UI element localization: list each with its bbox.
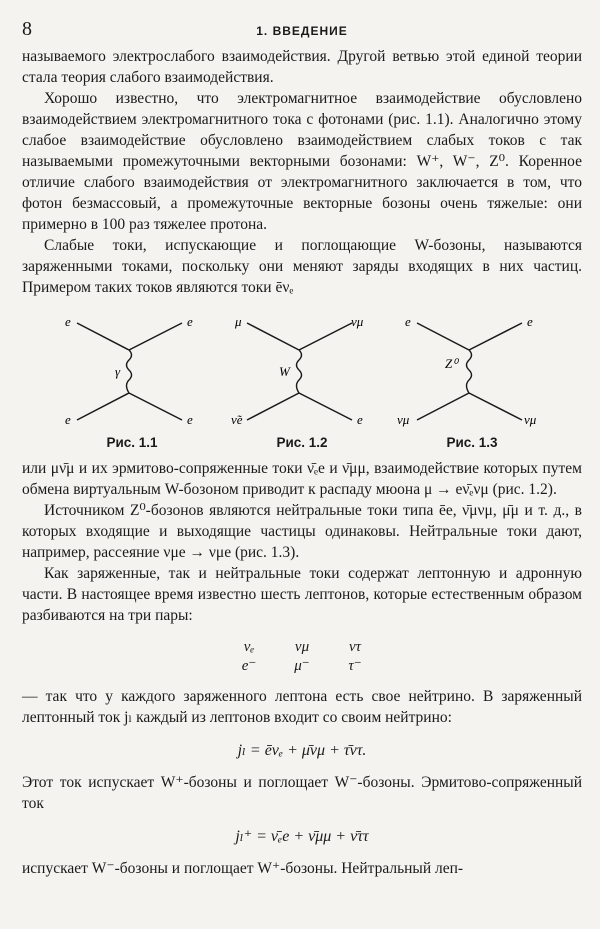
paragraph-3: Слабые токи, испускающие и поглощающие W-бозоны, называются заряженными токами, поскольку они меняют заряды входящих в них частиц. Примером таких токов являются токи ēνₑ (22, 237, 582, 296)
figure-1-1 (57, 308, 207, 450)
paragraph-6: Как заряженные, так и нейтральные токи содержат лептонную и адронную части. В настоящее время известно шесть лептонов, которые естественным образом разбиваются на три пары: (22, 565, 582, 624)
paragraph-2: Хорошо известно, что электромагнитное взаимодействие обусловлено взаимодействием электромагнитного тока с фотонами (рис. 1.1). Аналогично этому слабое взаимодействие обусловлено взаимодействием слабых токов с так называемыми промежуточными векторными бозонами: W⁺, W⁻, Z⁰. Коренное отличие слабого взаимодействия от электромагнитного заключается в том, что фотон безмассовый, а промежуточные векторные бозоны очень тяжелые: они примерно в 100 раз тяжелее протона. (22, 90, 582, 233)
label-bottom-right: e (187, 412, 193, 427)
lepton-table (227, 638, 377, 676)
lepton-cell: νμ (294, 639, 310, 655)
page-number: 8 (22, 18, 32, 40)
label-mediator: W (279, 364, 290, 379)
lepton-row-charged (227, 657, 377, 676)
chapter-title: 1. ВВЕДЕНИЕ (256, 24, 348, 38)
figure-caption: Рис. 1.1 (106, 435, 158, 450)
figure-caption: Рис. 1.3 (446, 435, 498, 450)
feynman-diagram-1-2 (227, 308, 377, 433)
feynman-figures (22, 308, 582, 458)
label-bottom-left: νμ (397, 412, 410, 427)
label-top-right: νμ (351, 314, 364, 329)
paragraph-1: называемого электрослабого взаимодействия. Другой ветвью этой единой теории стала теория слабого взаимодействия. (22, 48, 582, 86)
label-bottom-right: e (357, 412, 363, 427)
paragraph-8: Этот ток испускает W⁺-бозоны и поглощает W⁻-бозоны. Эрмитово-сопряженный ток (22, 774, 582, 812)
label-bottom-left: e (65, 412, 71, 427)
lepton-row-neutrinos (227, 638, 377, 657)
lepton-cell: e⁻ (241, 658, 257, 674)
label-top-left: e (405, 314, 411, 329)
paragraph-5: Источником Z⁰-бозонов являются нейтральные токи типа ēe, ν̄μνμ, μ̄μ и т. д., в которых входящие и выходящие частицы одинаковы. Нейтральные токи дают, например, рассеяние νμe → νμe (рис. 1.3). (22, 502, 582, 561)
label-bottom-right: νμ (524, 412, 537, 427)
running-head (22, 18, 582, 46)
lepton-cell: τ⁻ (348, 658, 362, 674)
label-top-right: e (527, 314, 533, 329)
page (22, 18, 582, 879)
lepton-cell: μ⁻ (294, 658, 310, 674)
label-mediator: Z⁰ (445, 356, 458, 371)
paragraph-9: испускает W⁻-бозоны и поглощает W⁺-бозоны. Нейтральный леп- (22, 860, 464, 877)
label-top-right: e (187, 314, 193, 329)
feynman-diagram-1-3 (397, 308, 547, 433)
lepton-cell: νₑ (243, 639, 255, 655)
label-bottom-left: ν̃e (231, 412, 243, 427)
lepton-cell: ντ (348, 639, 362, 655)
paragraph-4: или μν̄μ и их эрмитово-сопряженные токи ν̄ₑe и ν̄μμ, взаимодействие которых путем обмена виртуальным W-бозоном приводит к распаду мюона μ → eν̄ₑνμ (рис. 1.2). (22, 460, 582, 498)
feynman-diagram-1-1 (57, 308, 207, 433)
figure-1-2 (227, 308, 377, 450)
label-mediator: γ (115, 364, 121, 379)
figure-caption: Рис. 1.2 (276, 435, 328, 450)
paragraph-7: — так что у каждого заряженного лептона есть свое нейтрино. В заряженный лептонный ток jₗ каждый из лептонов входит со своим нейтрино: (22, 688, 582, 726)
label-top-left: μ (235, 314, 242, 329)
formula-charged-current: jₗ = ēνₑ + μ̄νμ + τ̄ντ. (237, 742, 367, 759)
figure-1-3 (397, 308, 547, 450)
label-top-left: e (65, 314, 71, 329)
formula-hermitian-current: jₗ⁺ = ν̄ₑe + ν̄μμ + ν̄ττ (235, 828, 369, 845)
